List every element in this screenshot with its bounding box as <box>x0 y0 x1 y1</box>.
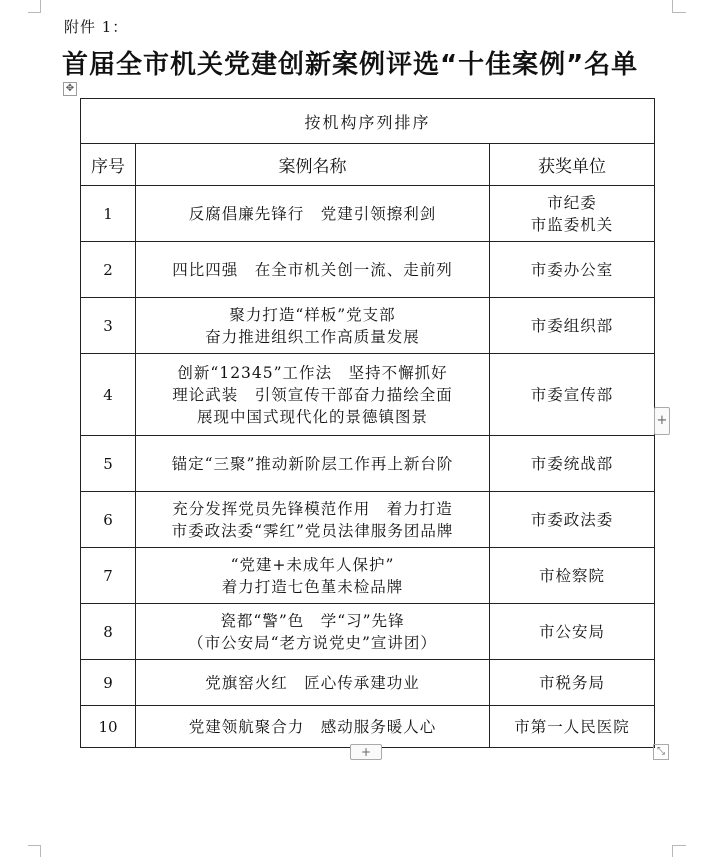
crop-mark <box>672 0 673 12</box>
row-seq: 5 <box>81 436 136 492</box>
header-name: 案例名称 <box>136 144 490 186</box>
award-unit <box>490 660 655 706</box>
case-name-line: 瓷都“警”色 学“习”先锋 <box>220 611 405 630</box>
case-name-line: 党建领航聚合力 感动服务暖人心 <box>188 717 437 736</box>
attachment-label: 附件 1： <box>64 18 129 36</box>
header-row <box>81 144 655 186</box>
case-name-line: （市公安局“老方说党史”宣讲团） <box>188 633 437 652</box>
award-unit <box>490 436 655 492</box>
row-seq: 2 <box>81 242 136 298</box>
crop-mark <box>28 845 41 846</box>
table-row <box>81 492 655 548</box>
award-unit <box>490 298 655 354</box>
case-name <box>136 298 490 354</box>
case-name <box>136 706 490 748</box>
award-table <box>80 98 655 748</box>
case-name <box>136 548 490 604</box>
award-unit-line: 市委办公室 <box>530 260 614 279</box>
case-name-line: “党建+未成年人保护” <box>230 555 395 574</box>
row-seq: 10 <box>81 706 136 748</box>
row-seq: 7 <box>81 548 136 604</box>
award-unit <box>490 492 655 548</box>
award-unit-line: 市委统战部 <box>530 454 614 473</box>
table-row <box>81 242 655 298</box>
crop-mark <box>40 0 41 12</box>
add-row-icon[interactable]: + <box>350 744 382 760</box>
case-name-line: 理论武装 引领宣传干部奋力描绘全面 <box>172 385 453 404</box>
case-name-line: 奋力推进组织工作高质量发展 <box>205 327 420 346</box>
award-unit-line: 市委政法委 <box>530 510 614 529</box>
award-unit-line: 市检察院 <box>539 566 606 585</box>
case-name <box>136 436 490 492</box>
award-unit-line: 市公安局 <box>539 622 606 641</box>
award-unit <box>490 186 655 242</box>
row-seq: 8 <box>81 604 136 660</box>
crop-mark <box>672 12 686 13</box>
award-unit <box>490 242 655 298</box>
case-name <box>136 242 490 298</box>
table-row <box>81 436 655 492</box>
award-unit <box>490 706 655 748</box>
sort-note: 按机构序列排序 <box>81 99 655 144</box>
case-name-line: 创新“12345”工作法 坚持不懈抓好 <box>177 363 448 382</box>
award-unit <box>490 548 655 604</box>
case-name-line: 锚定“三聚”推动新阶层工作再上新台阶 <box>171 454 454 473</box>
case-name-line: 反腐倡廉先锋行 党建引领擦利剑 <box>188 204 437 223</box>
case-name <box>136 604 490 660</box>
case-name-line: 四比四强 在全市机关创一流、走前列 <box>172 260 453 279</box>
header-seq: 序号 <box>81 144 136 186</box>
table-row <box>81 604 655 660</box>
award-unit <box>490 604 655 660</box>
table-row <box>81 548 655 604</box>
case-name-line: 市委政法委“霁红”党员法律服务团品牌 <box>171 521 454 540</box>
case-name-line: 聚力打造“样板”党支部 <box>229 305 396 324</box>
case-name <box>136 186 490 242</box>
table-row <box>81 354 655 436</box>
award-unit-line: 市委宣传部 <box>530 385 614 404</box>
row-seq: 4 <box>81 354 136 436</box>
crop-mark <box>28 12 41 13</box>
award-unit-line: 市监委机关 <box>530 215 614 234</box>
crop-mark <box>672 845 686 846</box>
award-unit-line: 市委组织部 <box>530 316 614 335</box>
crop-mark <box>40 845 41 857</box>
table-move-icon[interactable]: ✥ <box>63 82 77 96</box>
award-unit <box>490 354 655 436</box>
add-column-icon[interactable]: + <box>654 407 670 435</box>
table-row <box>81 298 655 354</box>
crop-mark <box>672 845 673 857</box>
case-name-line: 党旗窑火红 匠心传承建功业 <box>205 673 420 692</box>
header-unit: 获奖单位 <box>490 144 655 186</box>
row-seq: 6 <box>81 492 136 548</box>
case-name <box>136 660 490 706</box>
table-row <box>81 706 655 748</box>
row-seq: 3 <box>81 298 136 354</box>
award-unit-line: 市纪委 <box>547 193 597 212</box>
document-title: 首届全市机关党建创新案例评选“十佳案例”名单 <box>62 50 639 80</box>
award-unit-line: 市税务局 <box>539 673 606 692</box>
case-name-line: 展现中国式现代化的景德镇图景 <box>196 407 428 426</box>
table-row <box>81 186 655 242</box>
case-name-line: 充分发挥党员先锋模范作用 着力打造 <box>172 499 453 518</box>
case-name <box>136 492 490 548</box>
row-seq: 1 <box>81 186 136 242</box>
award-unit-line: 市第一人民医院 <box>514 717 630 736</box>
case-name <box>136 354 490 436</box>
resize-handle-icon[interactable]: ⤡ <box>653 744 669 760</box>
row-seq: 9 <box>81 660 136 706</box>
case-name-line: 着力打造七色堇未检品牌 <box>221 577 404 596</box>
table-row <box>81 660 655 706</box>
